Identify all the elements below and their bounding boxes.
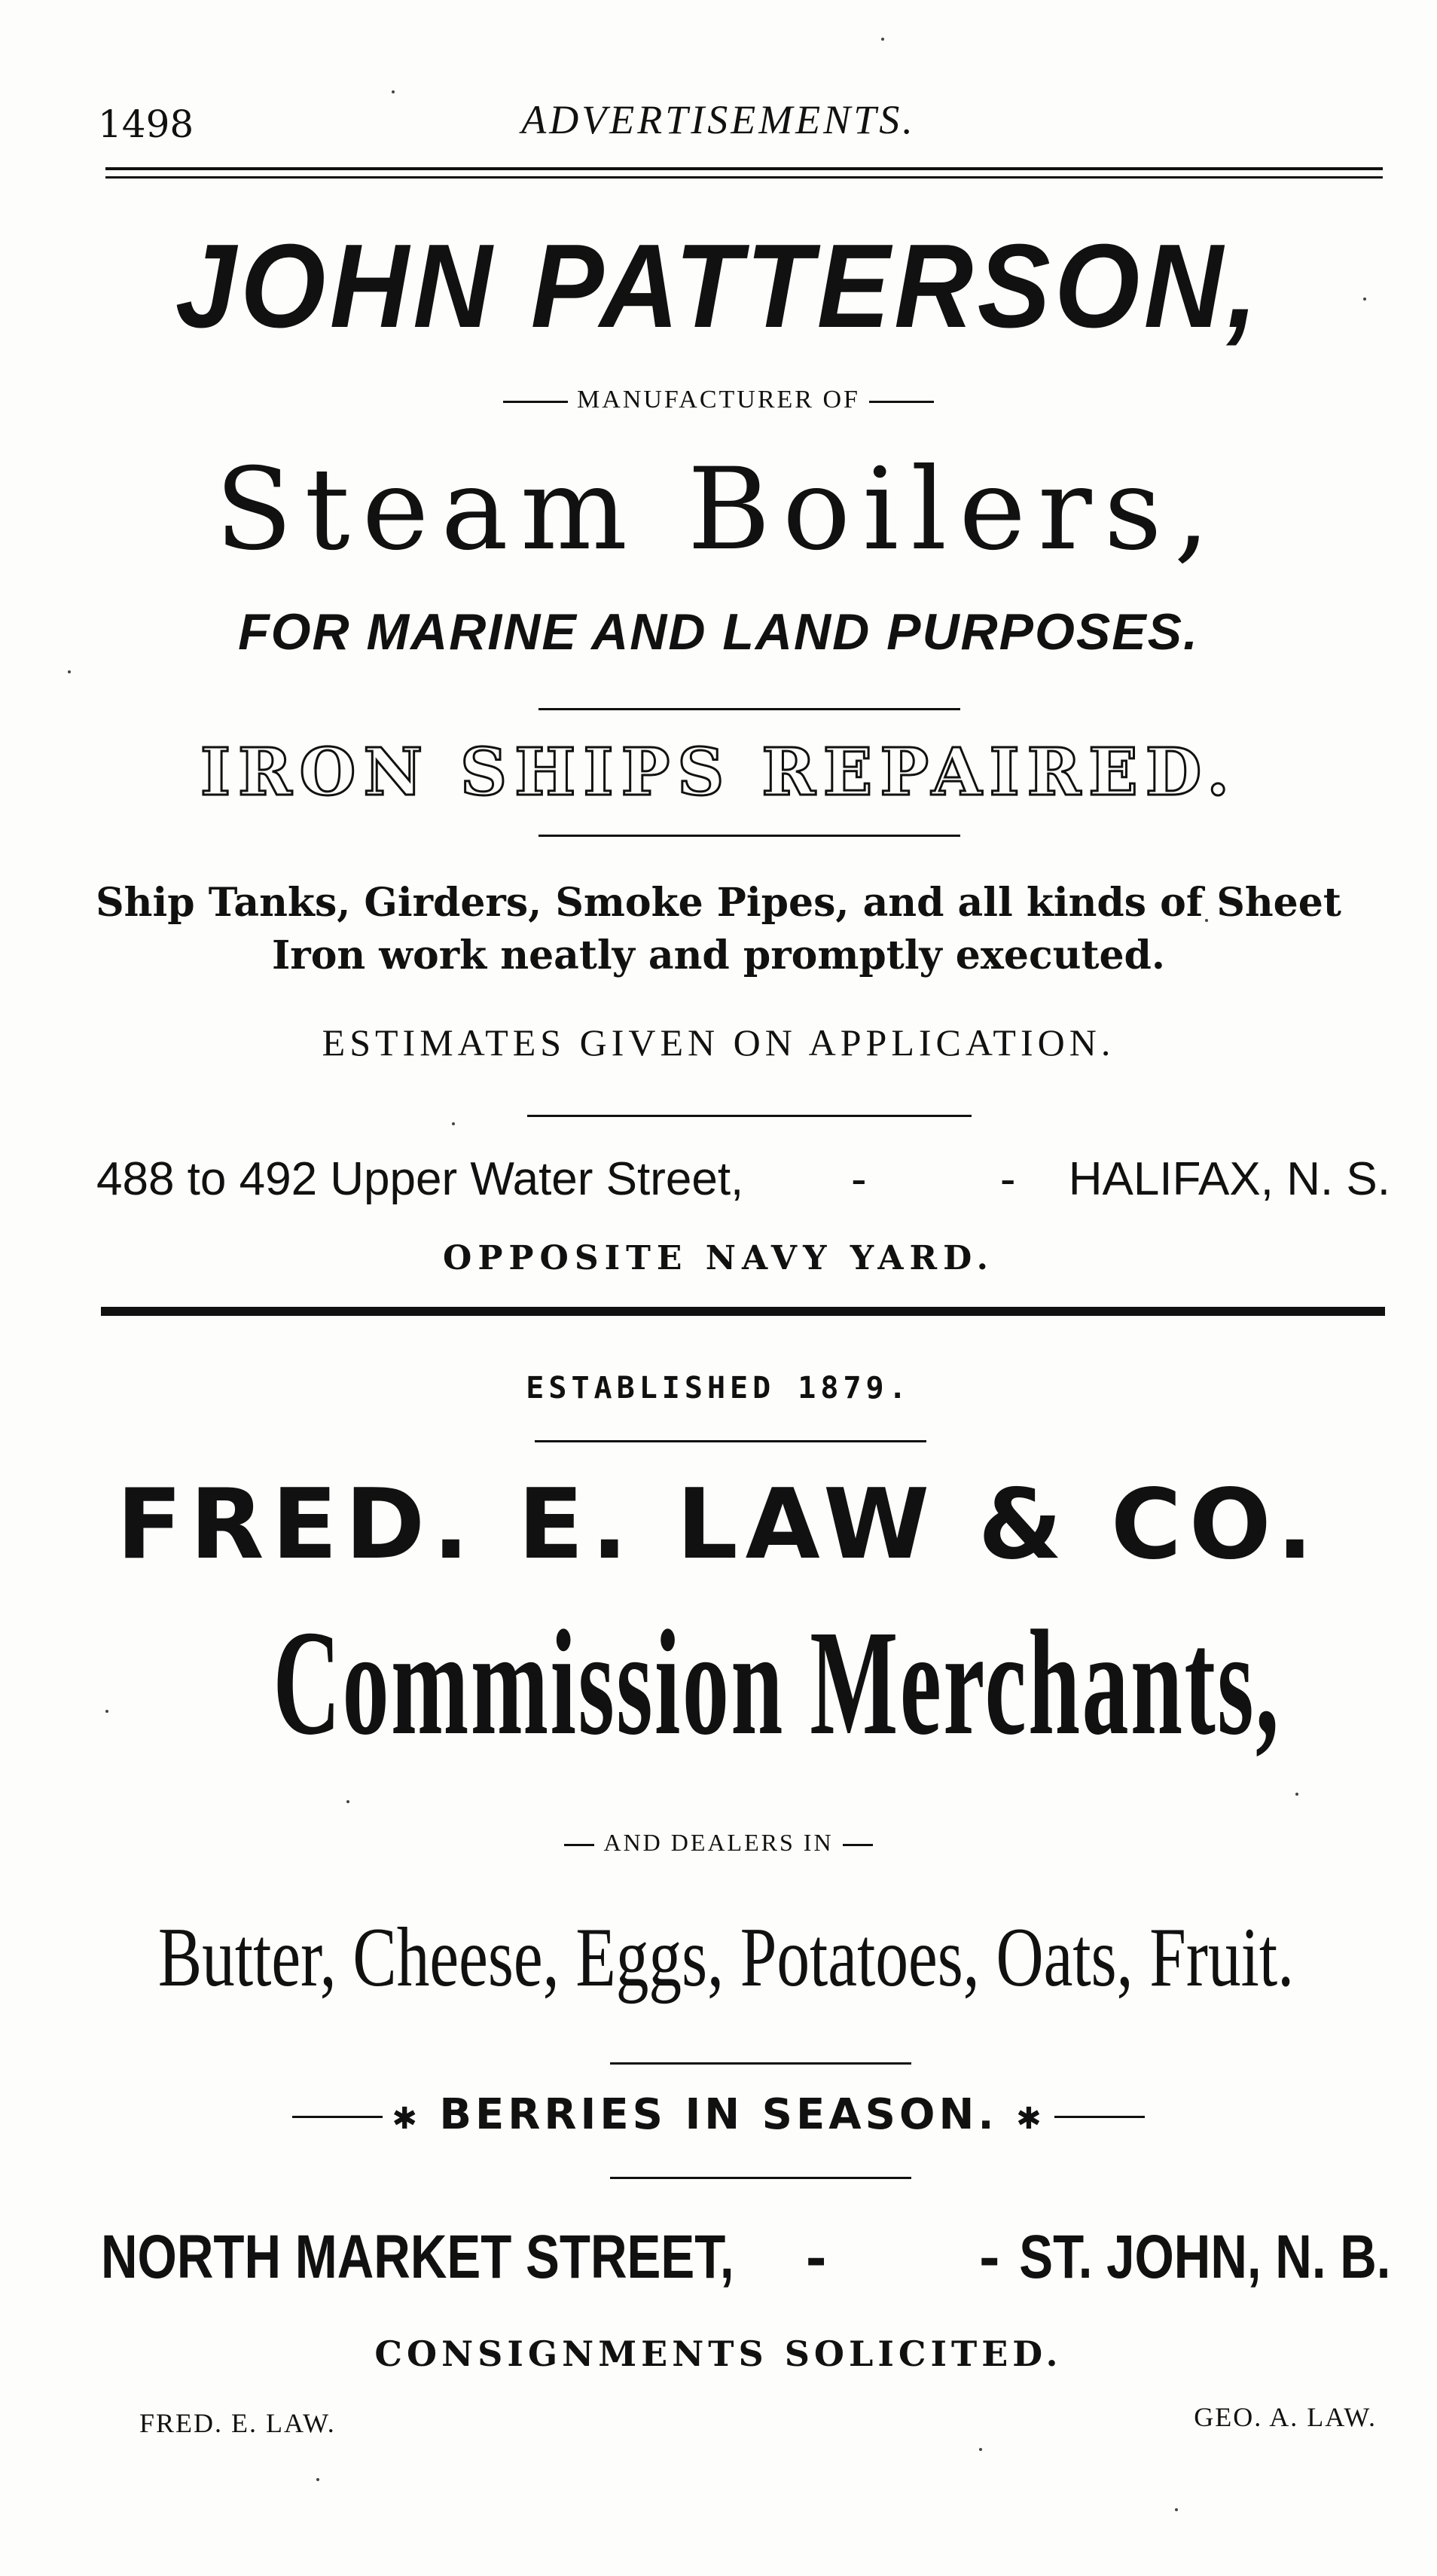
- speck: [392, 90, 395, 93]
- speck: [1175, 2508, 1178, 2511]
- fleuron-right-icon: ✱: [1016, 2101, 1045, 2136]
- advertiser-name: JOHN PATTERSON,: [175, 220, 1262, 353]
- header-rule-top: [105, 167, 1383, 170]
- street-address: 488 to 492 Upper Water Street,: [96, 1153, 744, 1205]
- speck: [1295, 1793, 1298, 1796]
- partner-name-right: GEO. A. LAW.: [1194, 2402, 1377, 2432]
- speck: [68, 670, 71, 673]
- fleuron-left-icon: ✱: [392, 2101, 421, 2136]
- section-rule: [610, 2062, 911, 2065]
- header-rule-bottom: [105, 176, 1383, 179]
- services-line-2: Iron work neatly and promptly executed.: [271, 932, 1166, 978]
- purposes-line: FOR MARINE AND LAND PURPOSES.: [238, 603, 1199, 661]
- trade-heading: Commission Merchants,: [273, 1600, 1281, 1766]
- speck: [452, 1122, 455, 1125]
- landmark-line: OPPOSITE NAVY YARD.: [442, 1239, 994, 1277]
- berries-line: [0, 2090, 1437, 2139]
- ornament-dash: [503, 401, 568, 403]
- berries-label: BERRIES IN SEASON.: [439, 2090, 998, 2139]
- estimates-line: ESTIMATES GIVEN ON APPLICATION.: [322, 1021, 1115, 1064]
- section-rule: [538, 835, 960, 837]
- products-line: Butter, Cheese, Eggs, Potatoes, Oats, Fruit.: [157, 1911, 1295, 2004]
- city-address: ST. JOHN, N. B.: [1018, 2223, 1390, 2291]
- speck: [316, 2478, 319, 2481]
- ornament-dash: [843, 1844, 873, 1846]
- ad-divider-rule: [101, 1307, 1385, 1316]
- speck: [979, 2448, 982, 2451]
- product-heading: Steam Boilers,: [215, 444, 1222, 575]
- services-line-1: Ship Tanks, Girders, Smoke Pipes, and all kinds of Sheet: [96, 880, 1341, 926]
- ornament-dash: [292, 2116, 383, 2118]
- manufacturer-of-line: [0, 386, 1437, 414]
- address-dashes: - -: [806, 2223, 1068, 2291]
- partner-name-left: FRED. E. LAW.: [139, 2408, 336, 2438]
- section-rule: [527, 1115, 972, 1117]
- section-rule: [610, 2177, 911, 2179]
- page-number: 1498: [98, 102, 194, 146]
- established-line: ESTABLISHED 1879.: [526, 1371, 911, 1406]
- address-dashes: - -: [851, 1153, 1076, 1205]
- street-address: NORTH MARKET STREET,: [101, 2223, 734, 2291]
- speck: [105, 1710, 108, 1713]
- running-head: ADVERTISEMENTS.: [521, 97, 916, 142]
- dealers-in-line: [0, 1829, 1437, 1857]
- speck: [881, 38, 884, 41]
- section-rule: [538, 708, 960, 710]
- city-address: HALIFAX, N. S.: [1068, 1153, 1390, 1205]
- dealers-in-label: AND DEALERS IN: [603, 1829, 834, 1856]
- ornament-dash: [869, 401, 934, 403]
- consignments-line: CONSIGNMENTS SOLICITED.: [374, 2333, 1063, 2374]
- ornament-dash: [1054, 2116, 1145, 2118]
- section-rule: [535, 1440, 926, 1442]
- ornament-dash: [564, 1844, 594, 1846]
- manufacturer-of-label: MANUFACTURER OF: [577, 386, 860, 414]
- firm-name: FRED. E. LAW & CO.: [116, 1469, 1321, 1581]
- speck: [346, 1800, 349, 1803]
- iron-ships-heading: IRON SHIPS REPAIRED.: [200, 734, 1237, 810]
